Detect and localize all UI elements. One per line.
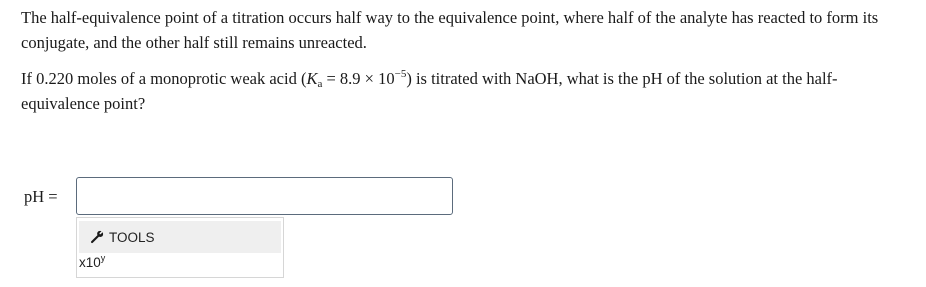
ka-subscript: a — [317, 78, 323, 90]
tools-panel — [76, 217, 284, 278]
ka-symbol: K — [306, 69, 318, 88]
wrench-icon — [90, 230, 104, 244]
question-paragraph — [21, 66, 911, 116]
intro-paragraph: The half-equivalence point of a titration occurs half way to the equivalence point, where half of the analyte has reacted to form its conjugate, and the other half still remains unreacted. — [21, 8, 879, 52]
tools-toggle-button[interactable] — [79, 221, 281, 253]
ph-answer-input[interactable] — [76, 177, 453, 215]
x10-base: x10 — [79, 255, 101, 270]
x10-exponent-button[interactable] — [79, 255, 105, 270]
ka-value: = 8.9 × 10 — [322, 69, 395, 88]
question-text-part1: If 0.220 moles of a monoprotic weak acid ( — [21, 69, 307, 88]
ka-exponent: −5 — [394, 68, 407, 80]
tools-label: TOOLS — [109, 229, 155, 245]
ph-label: pH = — [24, 187, 58, 206]
x10-exponent: y — [100, 253, 106, 263]
question-text-part2: ) is titrated with NaOH, what is the pH of the solution at the half-equivalence point? — [21, 69, 838, 113]
